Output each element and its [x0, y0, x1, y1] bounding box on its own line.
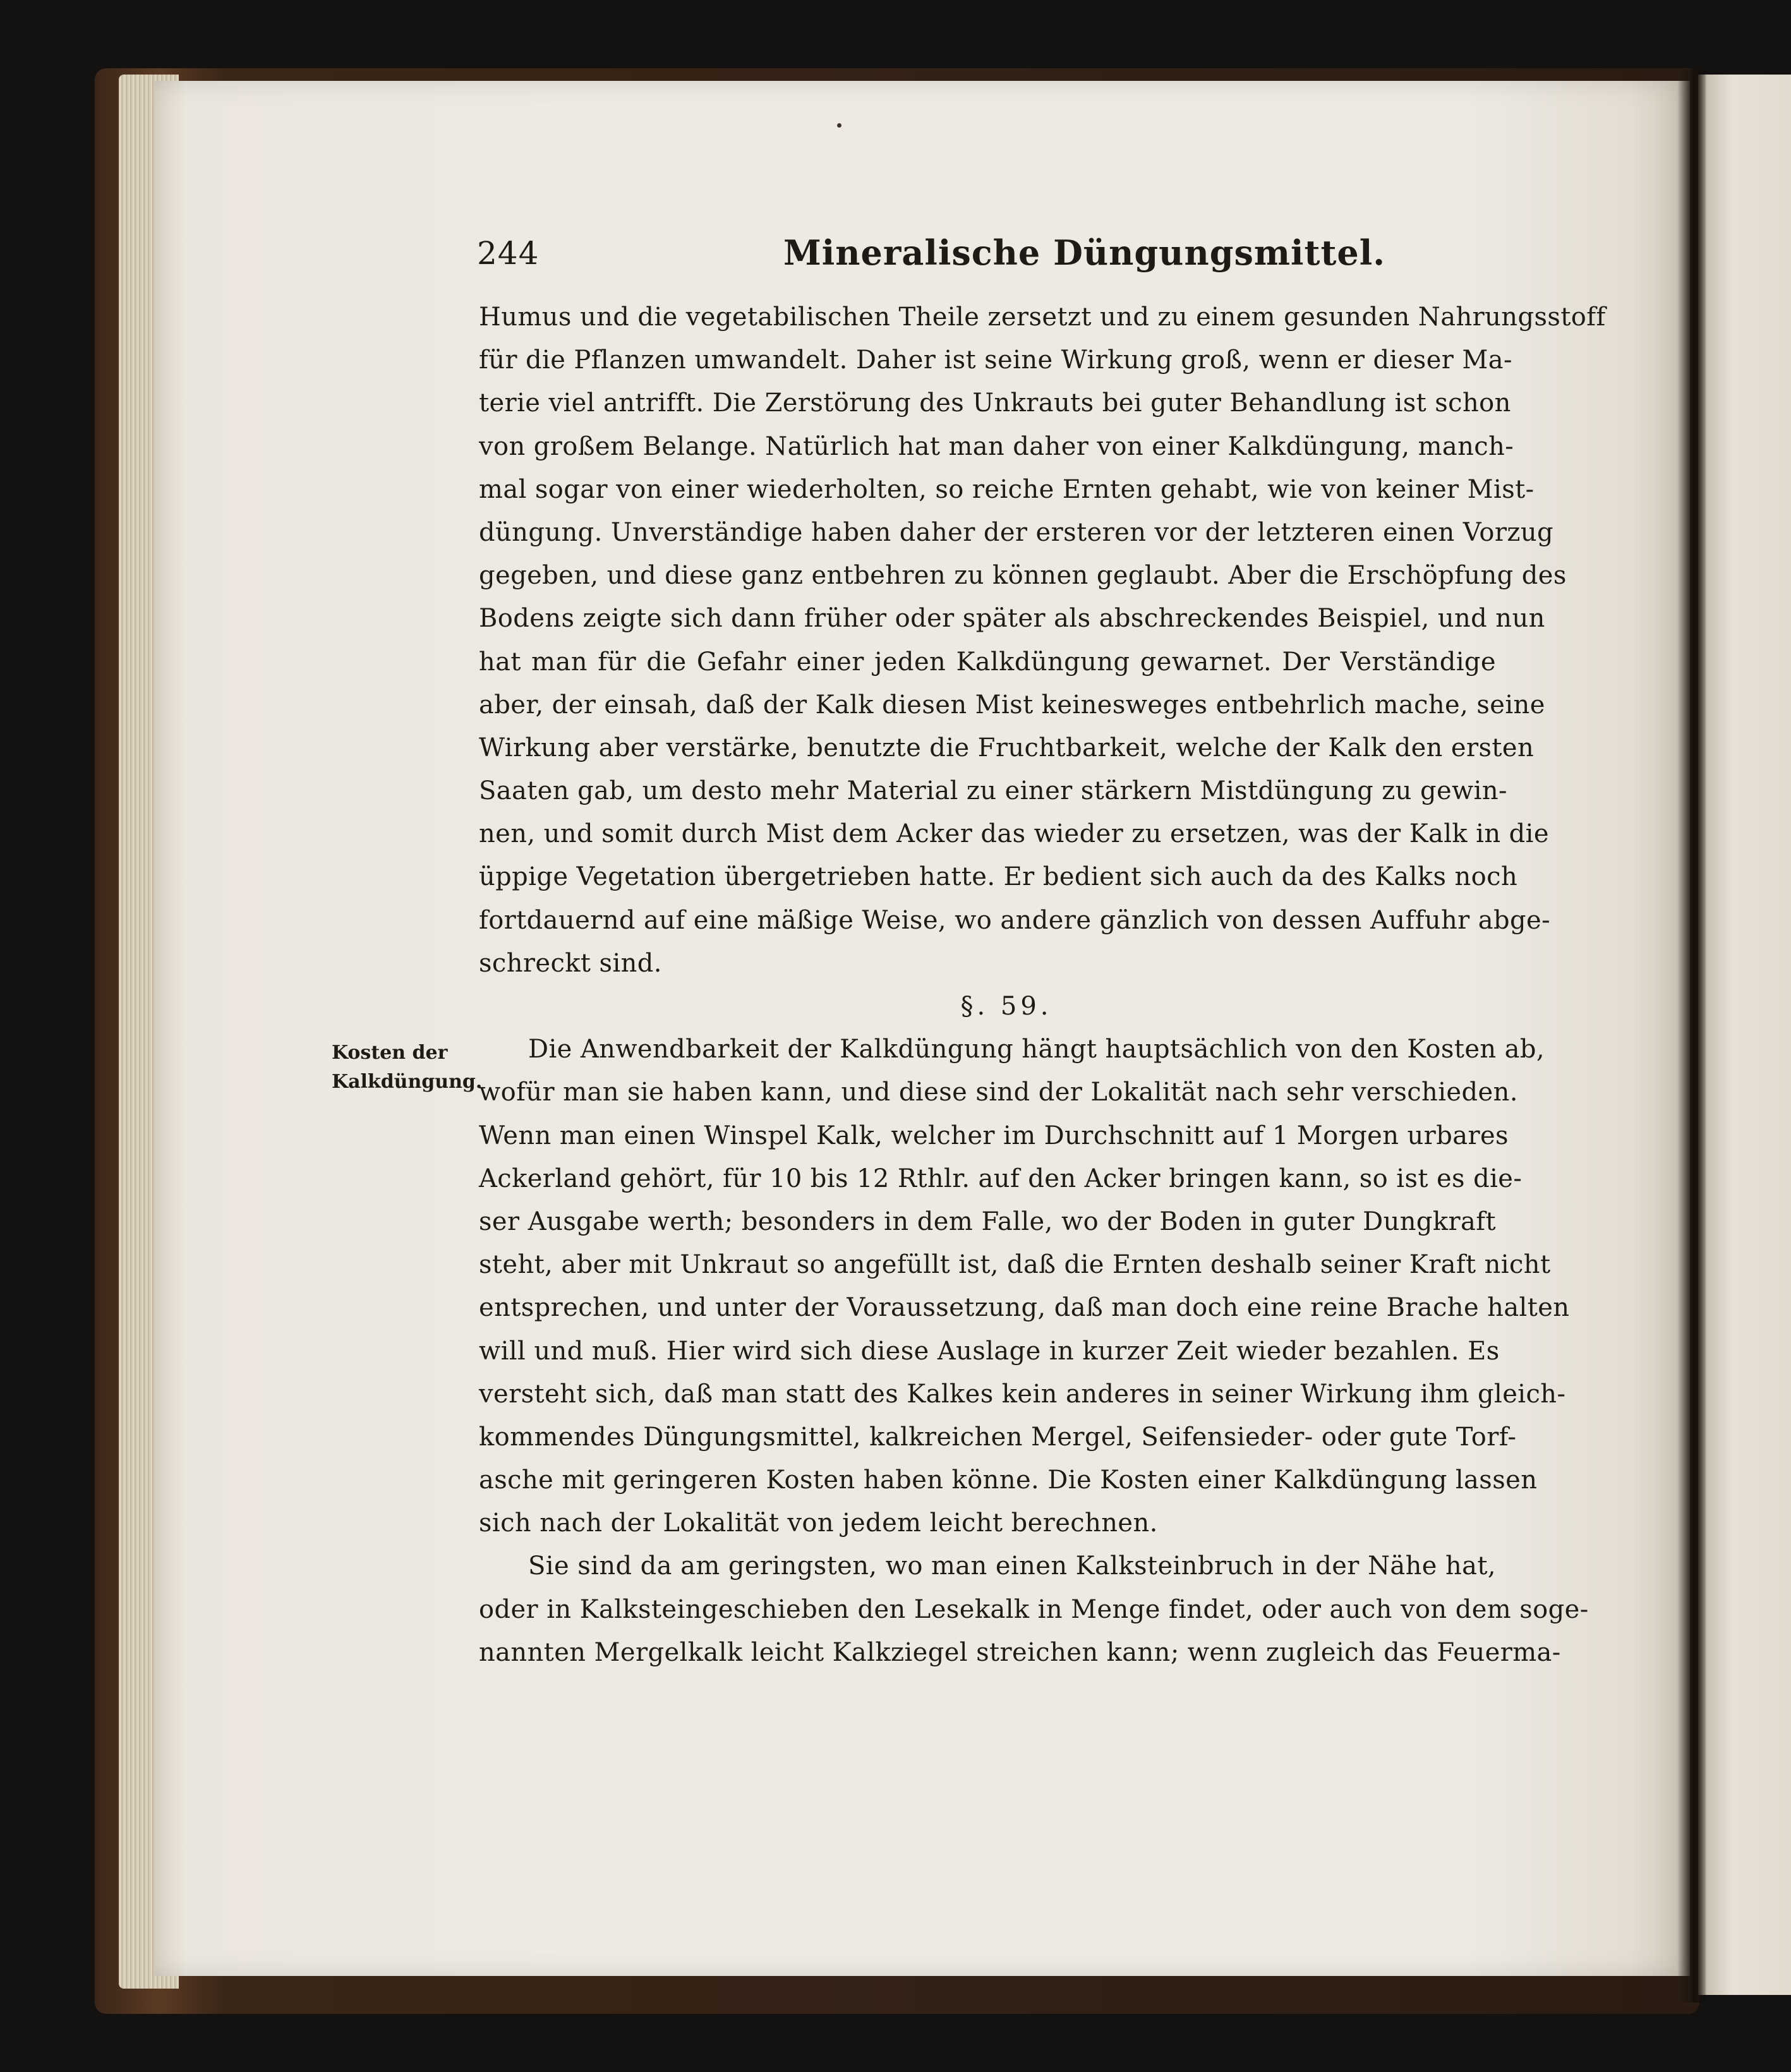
text-line: Bodens zeigte sich dann früher oder später als abschreckendes Beispiel, und nun: [479, 604, 1545, 634]
text-line: kommendes Düngungsmittel, kalkreichen Mergel, Seifensieder- oder gute Torf-: [479, 1422, 1517, 1452]
text-line: wofür man sie haben kann, und diese sind der Lokalität nach sehr verschieden.: [479, 1078, 1518, 1107]
text-line: schreckt sind.: [479, 948, 662, 978]
text-line: Humus und die vegetabilischen Theile zersetzt und zu einem gesunden Nahrungsstoff: [479, 303, 1606, 332]
text-line: Ackerland gehört, für 10 bis 12 Rthlr. auf den Acker bringen kann, so ist es die-: [479, 1164, 1523, 1193]
ink-speck: [837, 123, 841, 128]
text-line: Wirkung aber verstärke, benutzte die Fruchtbarkeit, welche der Kalk den ersten: [479, 733, 1535, 762]
margin-note-line: Kosten der: [332, 1042, 448, 1064]
text-line: versteht sich, daß man statt des Kalkes kein anderes in seiner Wirkung ihm gleich-: [479, 1379, 1566, 1409]
text-line: Saaten gab, um desto mehr Material zu einer stärkern Mistdüngung zu gewin-: [479, 776, 1507, 806]
text-line: von großem Belange. Natürlich hat man daher von einer Kalkdüngung, manch-: [479, 431, 1514, 461]
book-gutter: [1677, 69, 1706, 2003]
text-line: aber, der einsah, daß der Kalk diesen Mist keinesweges entbehrlich mache, seine: [479, 690, 1545, 720]
running-header: [477, 229, 1386, 279]
text-line: mal sogar von einer wiederholten, so reiche Ernten gehabt, wie von keiner Mist-: [479, 474, 1535, 504]
text-line: üppige Vegetation übergetrieben hatte. Er bedient sich auch da des Kalks noch: [479, 862, 1518, 892]
margin-note-line: Kalkdüngung.: [332, 1071, 483, 1093]
text-line: entsprechen, und unter der Voraussetzung, daß man doch eine reine Brache halten: [479, 1293, 1570, 1323]
text-line: Wenn man einen Winspel Kalk, welcher im Durchschnitt auf 1 Morgen urbares: [479, 1121, 1509, 1150]
text-line: für die Pflanzen umwandelt. Daher ist seine Wirkung groß, wenn er dieser Ma-: [479, 346, 1512, 375]
text-line: Die Anwendbarkeit der Kalkdüngung hängt hauptsächlich von den Kosten ab,: [528, 1035, 1545, 1064]
text-line: düngung. Unverständige haben daher der ersteren vor der letzteren einen Vorzug: [479, 517, 1553, 547]
text-line: fortdauernd auf eine mäßige Weise, wo andere gänzlich von dessen Auffuhr abge-: [479, 905, 1551, 935]
text-line: nen, und somit durch Mist dem Acker das wieder zu ersetzen, was der Kalk in die: [479, 819, 1549, 849]
text-line: Sie sind da am geringsten, wo man einen Kalksteinbruch in der Nähe hat,: [528, 1551, 1496, 1581]
text-line: terie viel antrifft. Die Zerstörung des Unkrauts bei guter Behandlung ist schon: [479, 388, 1511, 418]
text-line: asche mit geringeren Kosten haben könne. Die Kosten einer Kalkdüngung lassen: [479, 1466, 1538, 1495]
body-text: [479, 296, 1606, 1674]
text-line: hat man für die Gefahr einer jeden Kalkdüngung gewarnet. Der Verständige: [479, 647, 1496, 677]
text-line: steht, aber mit Unkraut so angefüllt ist, daß die Ernten deshalb seiner Kraft nicht: [479, 1250, 1551, 1280]
text-line: sich nach der Lokalität von jedem leicht berechnen.: [479, 1509, 1158, 1538]
text-line: oder in Kalksteingeschieben den Lesekalk in Menge findet, oder auch von dem soge-: [479, 1594, 1589, 1624]
page-number: 244: [477, 235, 540, 272]
text-line: gegeben, und diese ganz entbehren zu können geglaubt. Aber die Erschöpfung des: [479, 561, 1567, 591]
running-title: Mineralische Düngungsmittel.: [783, 232, 1386, 273]
margin-note: [332, 1039, 483, 1097]
text-line: nannten Mergelkalk leicht Kalkziegel streichen kann; wenn zugleich das Feuerma-: [479, 1637, 1561, 1667]
section-heading: §. 59.: [960, 992, 1052, 1021]
facing-page-edge: [1698, 75, 1791, 1995]
text-line: will und muß. Hier wird sich diese Auslage in kurzer Zeit wieder bezahlen. Es: [479, 1336, 1500, 1366]
text-line: ser Ausgabe werth; besonders in dem Falle, wo der Boden in guter Dungkraft: [479, 1207, 1496, 1236]
